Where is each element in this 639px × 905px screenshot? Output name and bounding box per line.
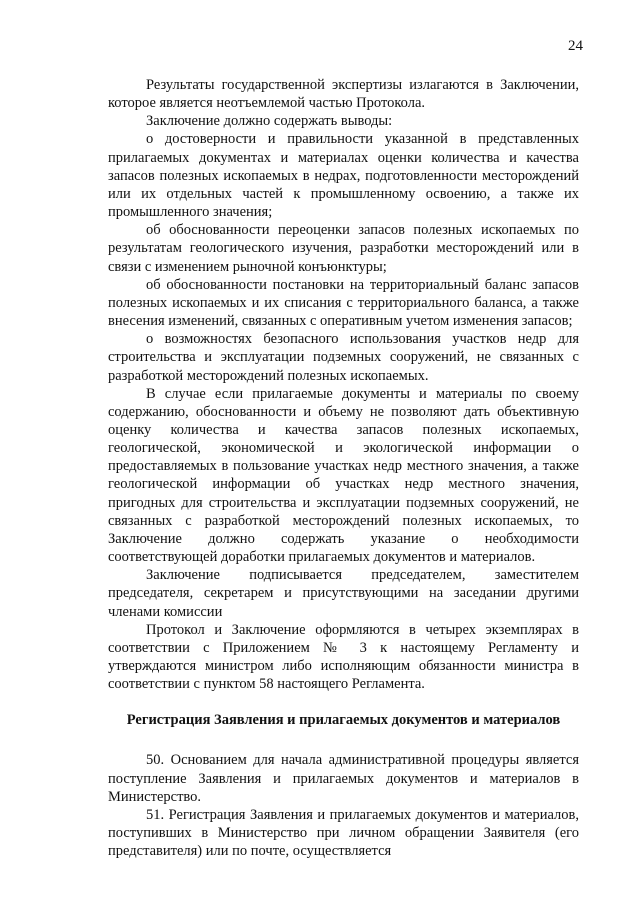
paragraph-reliability: о достоверности и правильности указанной в представленных прилагаемых документах и материалах оценки количества и качества запасов полезных ископаемых в недрах, подготовленности месторождений или их отдельных частей к промышленному освоению, а также их промышленного значения;: [108, 131, 579, 221]
paragraph-expertise-results: Результаты государственной экспертизы излагаются в Заключении, которое является неотъемлемой частью Протокола.: [108, 77, 579, 112]
paragraph-conclusion-must-contain: Заключение должно содержать выводы:: [146, 113, 393, 130]
document-body: [108, 76, 579, 860]
section-heading: Регистрация Заявления и прилагаемых документов и материалов: [126, 712, 561, 729]
page-number: 24: [568, 38, 583, 54]
paragraph-insufficient-materials: В случае если прилагаемые документы и материалы по своему содержанию, обоснованности и объему не позволяют дать объективную оценку количества и качества запасов полезных ископаемых, геологической, экономической и экологической информации о предоставляемых в пользование участках недр местного значения, а также геологической информации об участках недр местного значения, пригодных для строительства и эксплуатации подземных сооружений, не связанных с разработкой месторождений полезных ископаемых, то Заключение должно содержать указание о необходимости соответствующей доработки прилагаемых документов и материалов.: [108, 385, 579, 566]
paragraph-underground-use: о возможностях безопасного использования участков недр для строительства и эксплуатации подземных сооружений, не связанных с разработкой месторождений полезных ископаемых.: [108, 331, 579, 384]
paragraph-item-51: 51. Регистрация Заявления и прилагаемых документов и материалов, поступивших в Министерство при личном обращении Заявителя (его представителя) или по почте, осуществляется: [108, 806, 579, 860]
paragraph-copies: Протокол и Заключение оформляются в четырех экземплярах в соответствии с Приложением № 3 к настоящему Регламенту и утверждаются министром либо исполняющим обязанности министра в соответствии с пунктом 58 настоящего Регламента.: [108, 621, 579, 693]
paragraph-reassessment: об обоснованности переоценки запасов полезных ископаемых по результатам геологического изучения, разработки месторождений или в связи с изменением рыночной конъюнктуры;: [108, 222, 579, 275]
spacer: [108, 693, 579, 711]
paragraph-item-50: 50. Основанием для начала административной процедуры является поступление Заявления и прилагаемых документов и материалов в Министерство.: [108, 752, 579, 805]
spacer: [108, 729, 579, 751]
paragraph-balance: об обоснованности постановки на территориальный баланс запасов полезных ископаемых и их списания с территориального баланса, а также внесения изменений, связанных с оперативным учетом изменения запасов;: [108, 276, 579, 330]
paragraph-signatures: Заключение подписывается председателем, заместителем председателя, секретарем и присутствующими на заседании другими членами комиссии: [108, 567, 579, 620]
